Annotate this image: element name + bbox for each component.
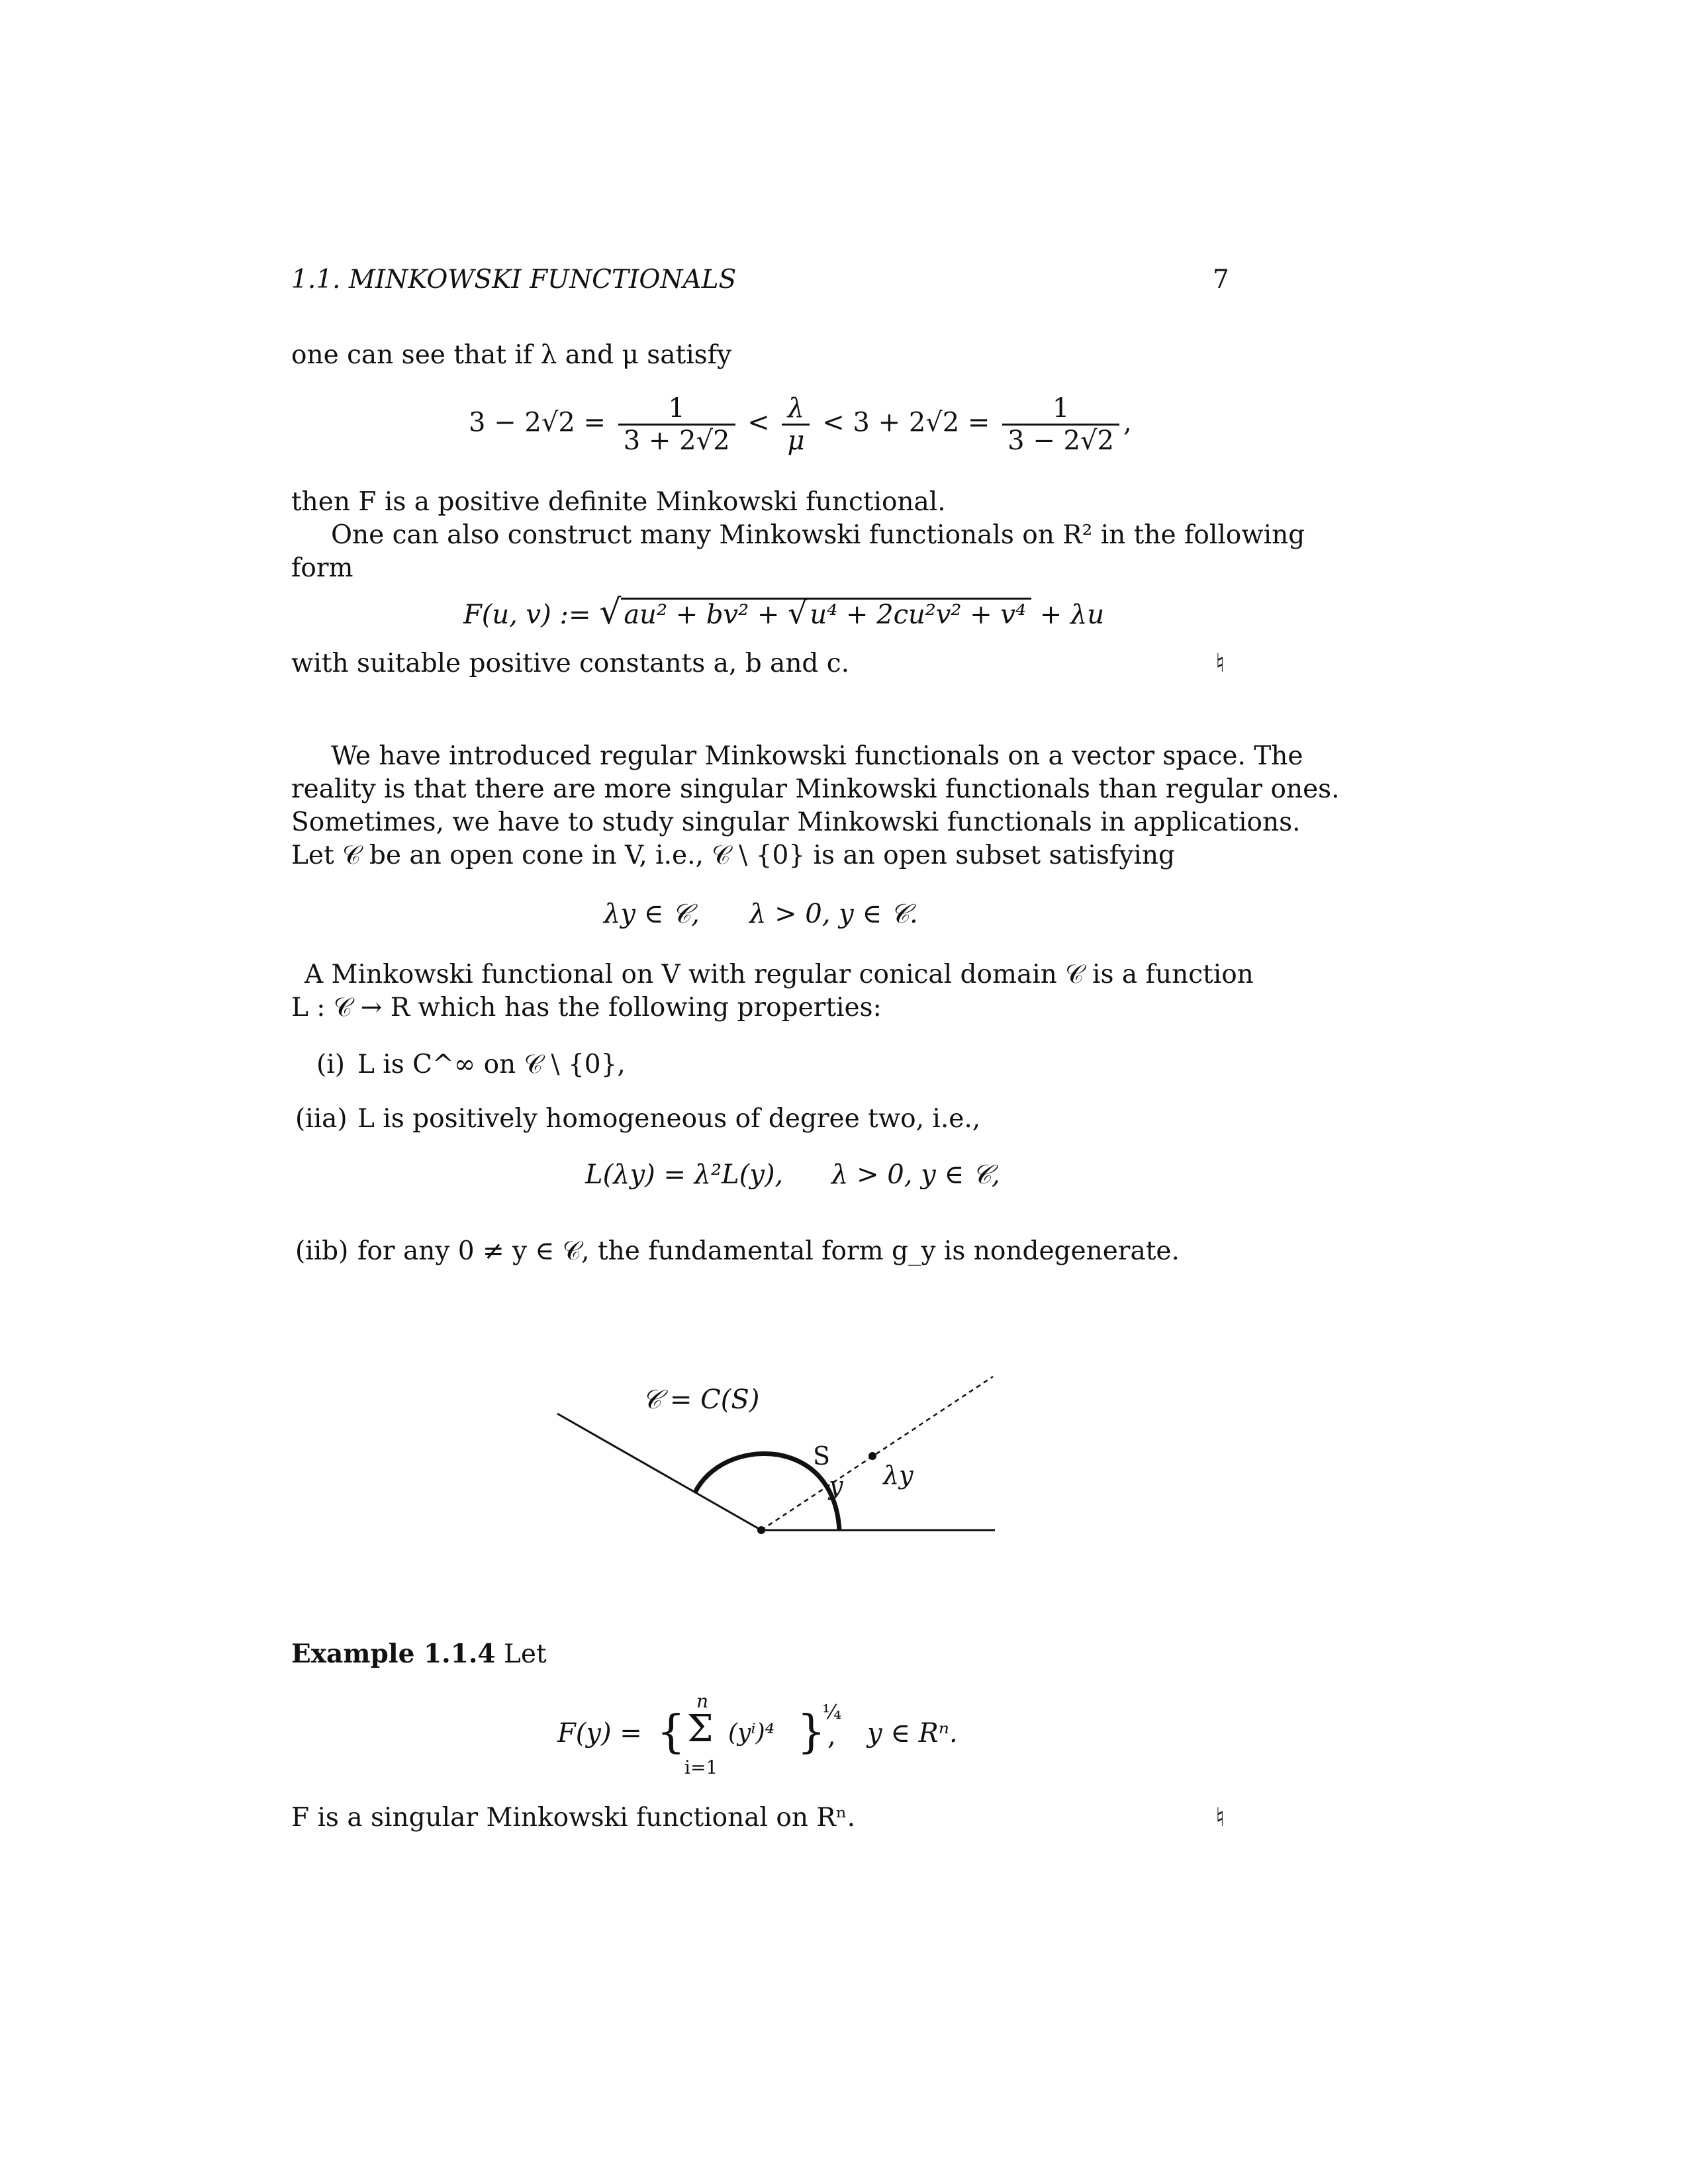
ineq-lt: < [747, 407, 770, 438]
cone-diagram [543, 1350, 1006, 1562]
lambda-y-label: λy [883, 1461, 914, 1490]
item-i-label: (i) [316, 1050, 345, 1079]
fraction-1: $\frac{1}{3 + 2√2}$ [618, 393, 735, 456]
s-label: S [813, 1441, 831, 1471]
item-i-text: L is C^∞ on 𝒞 \ {0}, [357, 1050, 626, 1079]
def-line-2: L : 𝒞 → R which has the following properties: [291, 993, 882, 1023]
lambda-y-point [868, 1452, 876, 1460]
cone-label: 𝒞 = C(S) [642, 1385, 760, 1415]
para-line-3: Sometimes, we have to study singular Minkowski functionals in applications. [291, 807, 1301, 837]
example-formula: F(y) = { n Σ i=1 (yⁱ)⁴ } ¼ , y ∈ Rⁿ. [557, 1690, 958, 1778]
construct-line-2: form [291, 553, 353, 583]
construct-line-1: One can also construct many Minkowski functionals on R² in the following [331, 520, 1305, 550]
homogeneity-eq-left: L(λy) = λ²L(y), [585, 1160, 784, 1190]
end-mark-2: ♮ [1215, 1803, 1225, 1833]
para-line-2: reality is that there are more singular Minkowski functionals than regular ones. [291, 774, 1340, 804]
homogeneity-eq-right: λ > 0, y ∈ 𝒞, [831, 1160, 1000, 1190]
item-iib-label: (iib) [295, 1236, 349, 1266]
para-line-1: We have introduced regular Minkowski functionals on a vector space. The [331, 741, 1303, 771]
with-line: with suitable positive constants a, b and c. [291, 649, 850, 678]
end-mark-1: ♮ [1215, 649, 1225, 678]
fraction-lambda-mu: $\frac{\lambda}{\mu}$ [782, 393, 810, 456]
intro-line: one can see that if λ and μ satisfy [291, 340, 732, 370]
formula-f-uv: F(u, v) := √ au² + bv² + √ u⁴ + 2cu²v² + v⁴ + λu [463, 592, 1105, 632]
item-iia-label: (iia) [295, 1104, 348, 1134]
then-line: then F is a positive definite Minkowski functional. [291, 487, 946, 517]
example-heading: Example 1.1.4 Let [291, 1639, 547, 1669]
item-iib-text: for any 0 ≠ y ∈ 𝒞, the fundamental form g_y is nondegenerate. [357, 1236, 1180, 1266]
para-line-4: Let 𝒞 be an open cone in V, i.e., 𝒞 \ {0} is an open subset satisfying [291, 841, 1175, 870]
final-line: F is a singular Minkowski functional on Rⁿ. [291, 1803, 855, 1833]
running-header: 1.1. MINKOWSKI FUNCTIONALS [291, 265, 737, 295]
def-line-1: A Minkowski functional on V with regular conical domain 𝒞 is a function [305, 960, 1254, 989]
item-iia-text: L is positively homogeneous of degree two, i.e., [357, 1104, 981, 1134]
cone-left-ray [557, 1414, 761, 1530]
ineq-left: 3 − 2√2 = [469, 407, 606, 438]
fraction-3: $\frac{1}{3 - 2√2}$ [1002, 393, 1119, 456]
cone-eq-left: λy ∈ 𝒞, [604, 899, 700, 929]
cone-eq-right: λ > 0, y ∈ 𝒞. [749, 899, 918, 929]
page-number: 7 [1213, 265, 1229, 295]
ray-through-y [761, 1377, 993, 1530]
ineq-middle: < 3 + 2√2 = [822, 407, 990, 438]
inequality-equation: 3 − 2√2 = $\frac{1}{3 + 2√2}$ < $\frac{\lambda}{\mu}$ < 3 + 2√2 = $\frac{1}{3 - 2√2}$ , [469, 393, 1132, 456]
origin-point [757, 1526, 765, 1534]
y-label: y [829, 1471, 843, 1500]
